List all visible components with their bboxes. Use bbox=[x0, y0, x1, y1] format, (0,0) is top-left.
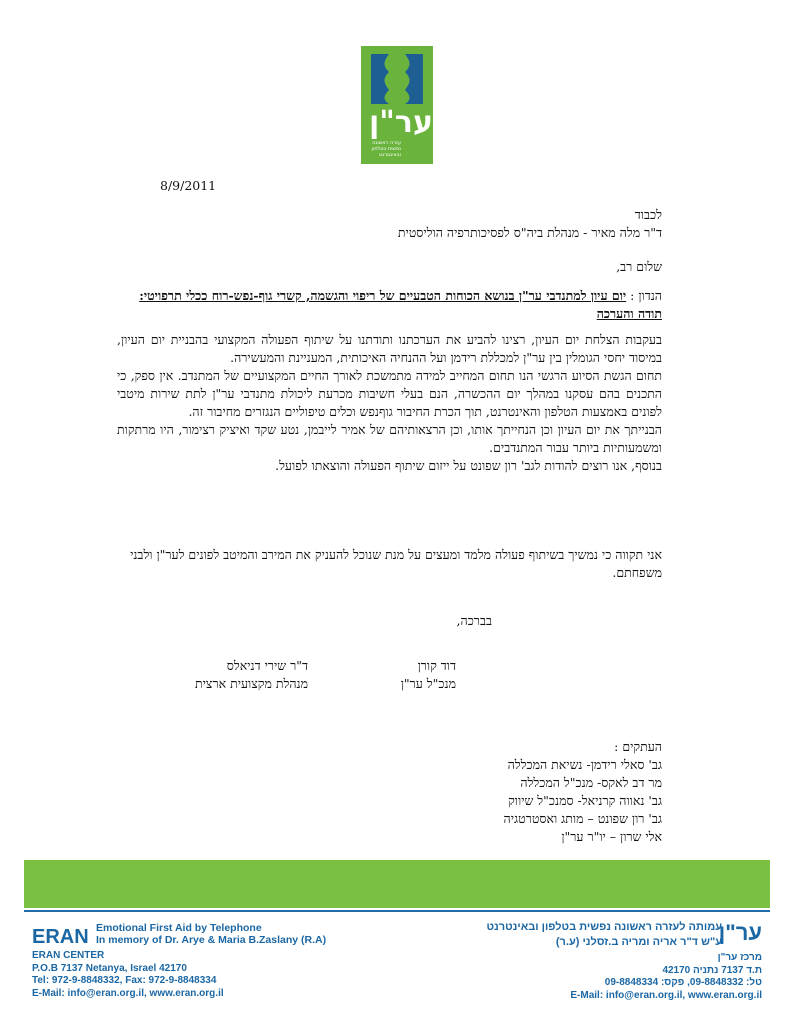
subject-label: הנדון : bbox=[630, 288, 662, 303]
subject-line bbox=[122, 287, 662, 323]
footer-line2: In memory of Dr. Arye & Maria B.Zaslany (R.A) bbox=[96, 934, 327, 946]
body-paragraph: תחום הגשת הסיוע הרגשי הנו תחום המחייב למידה מתמשכת לאורך החיים המקצועיים של המתנדב. אין ספק, כי התכנים בהם עסקנו במהלך יום ההכשרה, הנם בעלי חשיבות מכרעת ליכולת מתנדבי ער"ן לתת שירות מיטבי לפונים באמצעות הטלפון והאינטרנט, תוך הכרת החיבור גוףנפש וכלים טיפוליים הנגזרים מחיבור זה. bbox=[117, 368, 662, 419]
cc-label: העתקים : bbox=[614, 739, 662, 754]
closing: בברכה, bbox=[456, 613, 492, 628]
footer-divider bbox=[24, 910, 770, 912]
footer-email[interactable]: E-Mail: info@eran.org.il, www.eran.org.il bbox=[32, 987, 224, 999]
body-paragraph: הבנייתך את יום העיון וכן הנחייתך אותו, וכן הרצאותיהם של אמיר לייבמן, נטע שקד ואיציק רצימור, היו מרתקות ומשמעותיות ביותר עבור המתנדבים. bbox=[117, 422, 662, 455]
footer-hebrew-tagline bbox=[402, 920, 722, 950]
footer-heb-tel: טל: 09-8848332, פקס: 09-8848334 bbox=[604, 977, 762, 988]
logo-faces-icon bbox=[367, 52, 427, 106]
footer-eran-logo: ERAN bbox=[32, 926, 89, 948]
to-label: לכבוד bbox=[634, 207, 662, 222]
letter-date: 8/9/2011 bbox=[160, 178, 217, 193]
body-paragraph: בנוסף, אנו רוצים להודות לגב' רון שפונט על ייזום שיתוף הפעולה והוצאתו לפועל. bbox=[275, 458, 662, 473]
hope-paragraph: אני תקווה כי נמשיך בשיתוף פעולה מלמד ומעצים על מנת שנוכל להעניק את המירב והמיטב לפונים לער"ן ולבני משפחתם. bbox=[130, 547, 662, 580]
footer-english-contact bbox=[32, 950, 224, 1000]
signer-name: דוד קורן bbox=[417, 658, 456, 673]
footer-tel: Tel: 972-9-8848332, Fax: 972-9-8848334 bbox=[32, 975, 217, 986]
footer-line1: Emotional First Aid by Telephone bbox=[96, 922, 262, 934]
letter-body bbox=[117, 331, 662, 475]
signer-title: מנכ"ל ער"ן bbox=[400, 676, 456, 691]
cc-item: גב' נאווה קרניאל- סמנכ"ל שיווק bbox=[508, 793, 662, 808]
footer-heb-line2: ע"ש ד"ר אריה ומריה ב.זסלני (ע.ר) bbox=[555, 936, 722, 948]
cc-item: אלי שרון – יו"ר ער"ן bbox=[561, 829, 662, 844]
logo-tagline: עזרה ראשונה נפשית בטלפון ובאינטרנט bbox=[371, 140, 401, 158]
footer-english-tagline bbox=[96, 922, 326, 946]
logo-wordmark: ער"ן bbox=[369, 105, 433, 140]
footer-hebrew-logo: ער"ן bbox=[718, 920, 762, 945]
cc-item: גב' סאלי רידמן- נשיאת המכללה bbox=[507, 757, 662, 772]
eran-logo bbox=[361, 46, 433, 164]
footer-hebrew-contact bbox=[502, 952, 762, 1002]
footer-heb-center: מרכז ער"ן bbox=[717, 952, 762, 963]
cc-list bbox=[362, 738, 662, 846]
footer-green-bar bbox=[24, 860, 770, 908]
signer-professional bbox=[148, 657, 308, 693]
recipient: ד"ר מלה מאיר - מנהלת ביה"ס לפסיכותרפיה הוליסטית bbox=[397, 225, 662, 240]
cc-item: מר דב לאקס- מנכ"ל המכללה bbox=[520, 775, 662, 790]
footer-heb-line1: עמותה לעזרה ראשונה נפשית בטלפון ובאינטרנט bbox=[486, 921, 722, 933]
footer-heb-email[interactable]: E-Mail: info@eran.org.il, www.eran.org.il bbox=[570, 989, 762, 1001]
greeting: שלום רב, bbox=[616, 259, 662, 274]
signer-name: ד"ר שירי דניאלס bbox=[226, 658, 308, 673]
footer-pob: P.O.B 7137 Netanya, Israel 42170 bbox=[32, 962, 187, 974]
cc-item: גב' רון שפונט – מותג ואסטרטגיה bbox=[503, 811, 662, 826]
recipient-block bbox=[242, 206, 662, 242]
subject-text: יום עיון למתנדבי ער"ן בנושא הכוחות הטבעיים של ריפוי והגשמה, קשרי גוף-נפש-רוח ככלי תרפויטי: תודה והערכה bbox=[139, 288, 662, 321]
footer-center-title: ERAN CENTER bbox=[32, 950, 105, 961]
signer-title: מנהלת מקצועית ארצית bbox=[195, 676, 308, 691]
footer-heb-pob: ת.ד 7137 נתניה 42170 bbox=[662, 964, 762, 976]
body-paragraph: בעקבות הצלחת יום העיון, רצינו להביע את הערכתנו ותודתנו על שיתוף הפעולה המקצועי בהבניית יום העיון, במיסוד יחסי הגומלין בין ער"ן למכללת רידמן ועל ההנחיה האיכותית, המעניינת והמעשירה. bbox=[117, 332, 662, 365]
signer-ceo bbox=[356, 657, 456, 693]
